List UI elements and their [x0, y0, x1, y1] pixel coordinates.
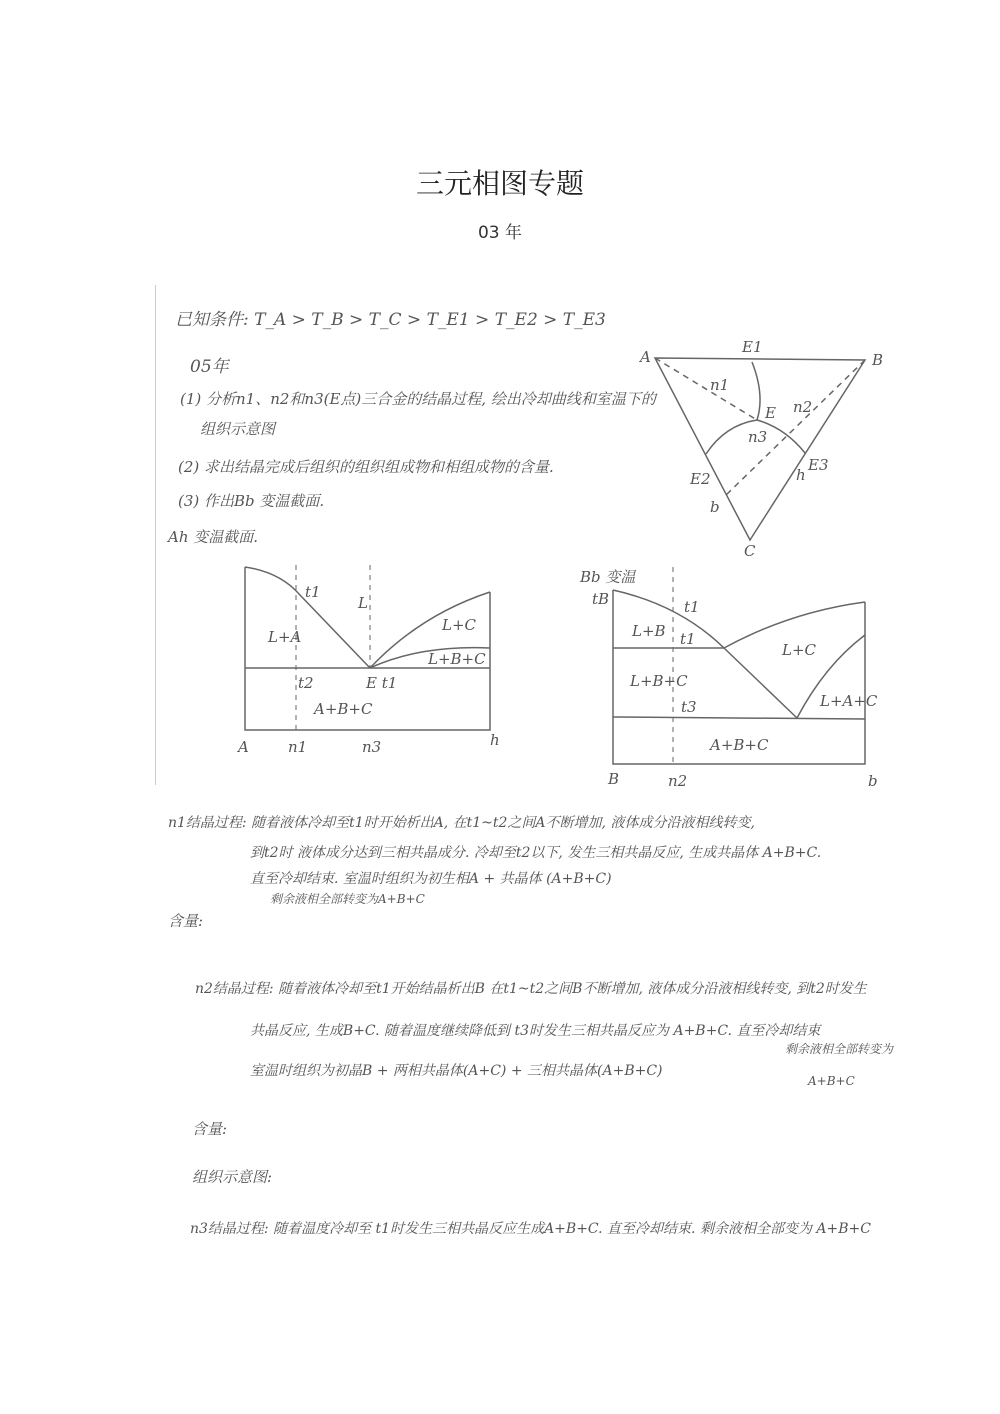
- bb-x-label-b-end: b: [868, 772, 878, 790]
- ah-section-label: Ah 变温截面.: [168, 528, 259, 546]
- page-subtitle: 03 年: [477, 223, 523, 243]
- dashed-b-b: [725, 360, 865, 496]
- ternary-triangle: [655, 358, 865, 540]
- content-label-2: 含量:: [192, 1120, 228, 1138]
- ah-lc-region: L+C: [442, 616, 477, 634]
- e3-label: E3: [808, 456, 829, 474]
- structure-label: 组织示意图:: [192, 1168, 273, 1186]
- bb-t1b-label: t1: [680, 630, 696, 648]
- bb-x-label-n2: n2: [668, 772, 688, 790]
- bb-section-chart: [613, 567, 865, 764]
- page-title: 三元相图专题: [415, 167, 584, 200]
- n2-process-note2: A+B+C: [808, 1074, 855, 1088]
- question-2: (2) 求出结晶完成后组织的组织组成物和相组成物的含量.: [178, 458, 554, 476]
- h-point-label: h: [796, 466, 806, 484]
- dashed-a-e: [655, 358, 757, 420]
- bb-lac-region: L+A+C: [820, 692, 878, 710]
- vertex-a-label: A: [640, 348, 651, 366]
- bb-lbc-region: L+B+C: [630, 672, 688, 690]
- b-point-label: b: [710, 498, 720, 516]
- ah-lbc-region: L+B+C: [428, 650, 486, 668]
- ah-t2-label: t2: [298, 674, 314, 692]
- curve-e1-e: [752, 362, 760, 420]
- ah-abc-region: A+B+C: [314, 700, 373, 718]
- year-label: 05年: [190, 357, 229, 377]
- bb-t3-label: t3: [681, 698, 697, 716]
- bb-tb-label: tB: [592, 590, 610, 608]
- e2-label: E2: [690, 470, 711, 488]
- n1-process-line2: 到t2时 液体成分达到三相共晶成分. 冷却至t2以下, 发生三相共晶反应, 生成共晶体 A+B+C.: [250, 845, 822, 861]
- ah-x-label-a: A: [238, 738, 249, 756]
- ah-x-label-h: h: [490, 731, 500, 749]
- bb-lb-region: L+B: [632, 622, 666, 640]
- n2-label: n2: [793, 398, 813, 416]
- ah-et1-label: E t1: [366, 674, 398, 692]
- n1-process-line4: 剩余液相全部转变为A+B+C: [270, 892, 425, 906]
- n1-process-line3: 直至冷却结束. 室温时组织为初生相A + 共晶体 (A+B+C): [250, 871, 612, 887]
- vertex-b-label: B: [872, 351, 884, 369]
- e1-label: E1: [742, 338, 763, 356]
- n3-label: n3: [748, 428, 768, 446]
- triangle-outline: [655, 358, 865, 540]
- ah-la-region: L+A: [268, 628, 302, 646]
- bb-x-label-b: B: [608, 770, 620, 788]
- bb-abc-region: A+B+C: [710, 736, 769, 754]
- n1-label: n1: [710, 376, 730, 394]
- vertex-c-label: C: [744, 542, 756, 560]
- content-label-1: 含量:: [168, 912, 204, 930]
- bb-t3-line: [613, 717, 865, 719]
- e-label: E: [765, 404, 776, 422]
- n2-process-line1: n2结晶过程: 随着液体冷却至t1开始结晶析出B 在t1~t2之间B不断增加, 液体成分沿液相线转变, 到t2时发生: [195, 981, 867, 997]
- n3-process-line1: n3结晶过程: 随着温度冷却至 t1时发生三相共晶反应生成A+B+C. 直至冷却结束. 剩余液相全部变为 A+B+C: [190, 1221, 871, 1237]
- bb-title: Bb 变温: [580, 568, 636, 586]
- question-1: (1) 分析n1、n2和n3(E点)三合金的结晶过程, 绘出冷却曲线和室温下的: [180, 390, 656, 408]
- ah-x-label-n3: n3: [362, 738, 382, 756]
- question-1-cont: 组织示意图: [200, 420, 276, 438]
- bb-t1-label: t1: [684, 598, 700, 616]
- n1-process-line1: n1结晶过程: 随着液体冷却至t1时开始析出A, 在t1~t2之间A不断增加, 液体成分沿液相线转变,: [168, 815, 755, 831]
- ah-x-label-n1: n1: [288, 738, 308, 756]
- n2-process-line3: 室温时组织为初晶B + 两相共晶体(A+C) + 三相共晶体(A+B+C): [250, 1063, 663, 1079]
- bb-liquidus-left: [613, 590, 797, 718]
- ah-t1-label: t1: [305, 583, 321, 601]
- bb-lc-region: L+C: [782, 641, 817, 659]
- question-3: (3) 作出Bb 变温截面.: [178, 492, 325, 510]
- ah-l-region: L: [358, 594, 368, 612]
- n2-process-note: 剩余液相全部转变为: [785, 1042, 894, 1056]
- n2-process-line2: 共晶反应, 生成B+C. 随着温度继续降低到 t3时发生三相共晶反应为 A+B+C. 直至冷却结束: [250, 1023, 821, 1039]
- known-conditions: 已知条件: T_A > T_B > T_C > T_E1 > T_E2 > T_E3: [175, 310, 606, 330]
